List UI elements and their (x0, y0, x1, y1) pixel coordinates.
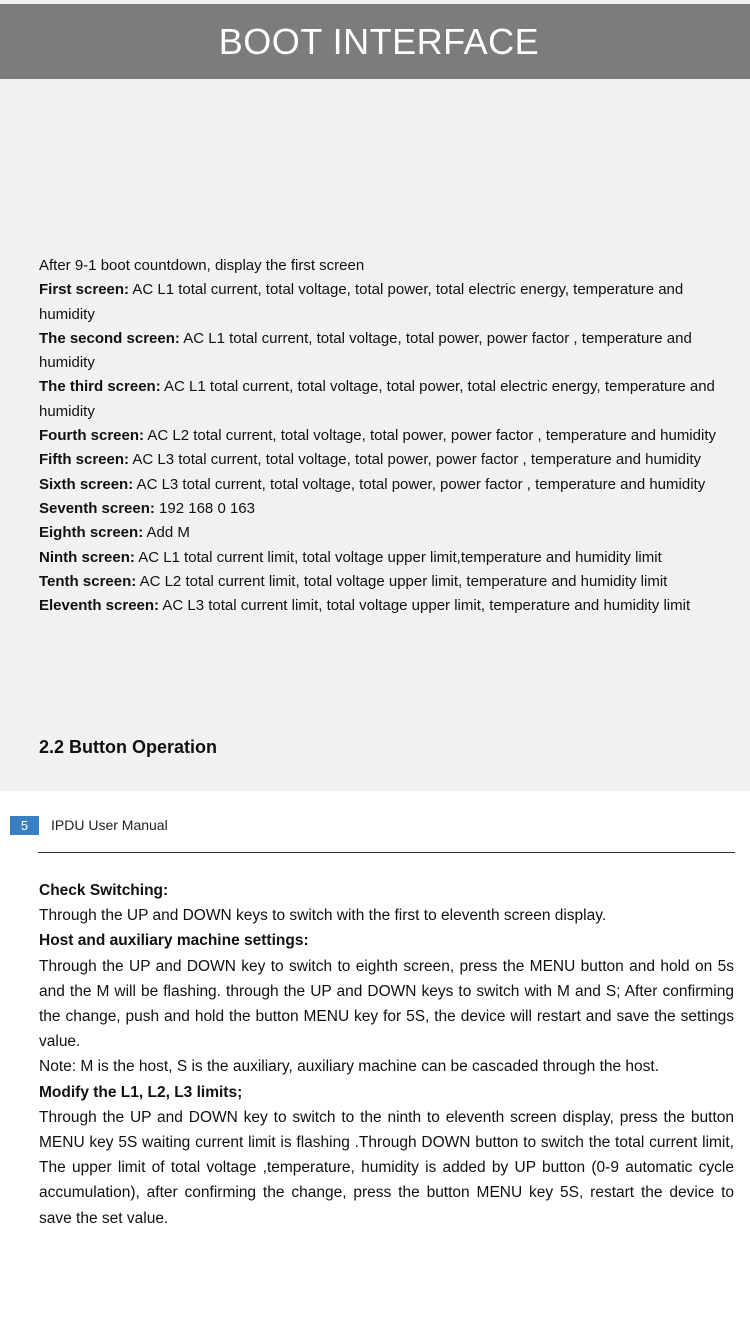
screen-item-10 (39, 570, 719, 594)
screen-item-9 (39, 546, 719, 570)
screen-label: Tenth screen: (39, 572, 137, 590)
screen-item-3 (39, 375, 719, 424)
page-number-badge: 5 (10, 816, 39, 835)
header-divider (38, 852, 735, 853)
screen-item-7 (39, 497, 719, 521)
manual-title: IPDU User Manual (51, 817, 168, 833)
screen-item-11 (39, 594, 719, 618)
screen-item-1 (39, 278, 719, 327)
screen-item-2 (39, 327, 719, 376)
limits-label: Modify the L1, L2, L3 limits; (39, 1083, 243, 1101)
screen-item-5 (39, 448, 719, 472)
host-settings-label: Host and auxiliary machine settings: (39, 932, 309, 950)
screen-label: Fourth screen: (39, 427, 145, 445)
screen-text: AC L2 total current, total voltage, total power, power factor , temperature and humidity (144, 427, 716, 445)
screen-text: AC L1 total current limit, total voltage upper limit,temperature and humidity limit (134, 548, 662, 566)
screen-text: Add M (143, 524, 190, 542)
screen-text: AC L1 total current, total voltage, total power, total electric energy, temperature and humidity (39, 378, 715, 420)
screen-text: AC L3 total current, total voltage, total power, power factor , temperature and humidity (129, 451, 701, 469)
screen-label: The second screen: (39, 329, 180, 347)
screen-label: First screen: (39, 281, 130, 299)
screen-label: Fifth screen: (39, 451, 130, 469)
screen-item-8 (39, 521, 719, 545)
screen-item-6 (39, 473, 719, 497)
screen-label: Eleventh screen: (39, 597, 160, 615)
note-text: Note: M is the host, S is the auxiliary, auxiliary machine can be cascaded through the host. (39, 1058, 660, 1076)
screen-label: Ninth screen: (39, 548, 135, 566)
screen-label: Eighth screen: (39, 524, 144, 542)
screen-text: AC L3 total current, total voltage, total power, power factor , temperature and humidity (133, 475, 706, 493)
screen-text: AC L1 total current, total voltage, total power, total electric energy, temperature and humidity (39, 281, 684, 323)
host-settings-text: Through the UP and DOWN key to switch to eighth screen, press the MENU button and hold on 5s and the M will be flashing. through the UP and DOWN keys to switch with M and S; After confirming the change, push and hold the button MENU key for 5S, the device will restart and save the settings value. (39, 957, 734, 1051)
screen-item-4 (39, 424, 719, 448)
screen-text: AC L1 total current, total voltage, total power, power factor , temperature and humidity (39, 329, 692, 372)
button-operation-body (39, 878, 734, 1231)
limits-text: Through the UP and DOWN key to switch to the ninth to eleventh screen display, press the button MENU key 5S waiting current limit is flashing .Through DOWN button to switch the total current limit, The upper limit of total voltage ,temperature, humidity is added by UP button (0-9 automatic cycle accumulation), after confirming the change, press the button MENU key 5S, restart the device to save the set value. (39, 1108, 734, 1227)
section-banner (0, 4, 750, 79)
check-switching-text: Through the UP and DOWN keys to switch with the first to eleventh screen display. (39, 907, 607, 925)
screen-list (39, 254, 719, 618)
screen-label: Sixth screen: (39, 475, 134, 493)
section-heading: 2.2 Button Operation (39, 737, 218, 757)
screen-text: AC L3 total current limit, total voltage upper limit, temperature and humidity limit (159, 597, 691, 615)
screen-label: The third screen: (39, 378, 161, 396)
screen-text: AC L2 total current limit, total voltage upper limit, temperature and humidity limit (136, 572, 668, 590)
screen-label: Seventh screen: (39, 499, 155, 517)
banner-title: BOOT INTERFACE (218, 20, 540, 62)
screen-text: 192 168 0 163 (154, 499, 255, 517)
intro-text: After 9-1 boot countdown, display the first screen (39, 257, 365, 274)
check-switching-label: Check Switching: (39, 882, 169, 899)
